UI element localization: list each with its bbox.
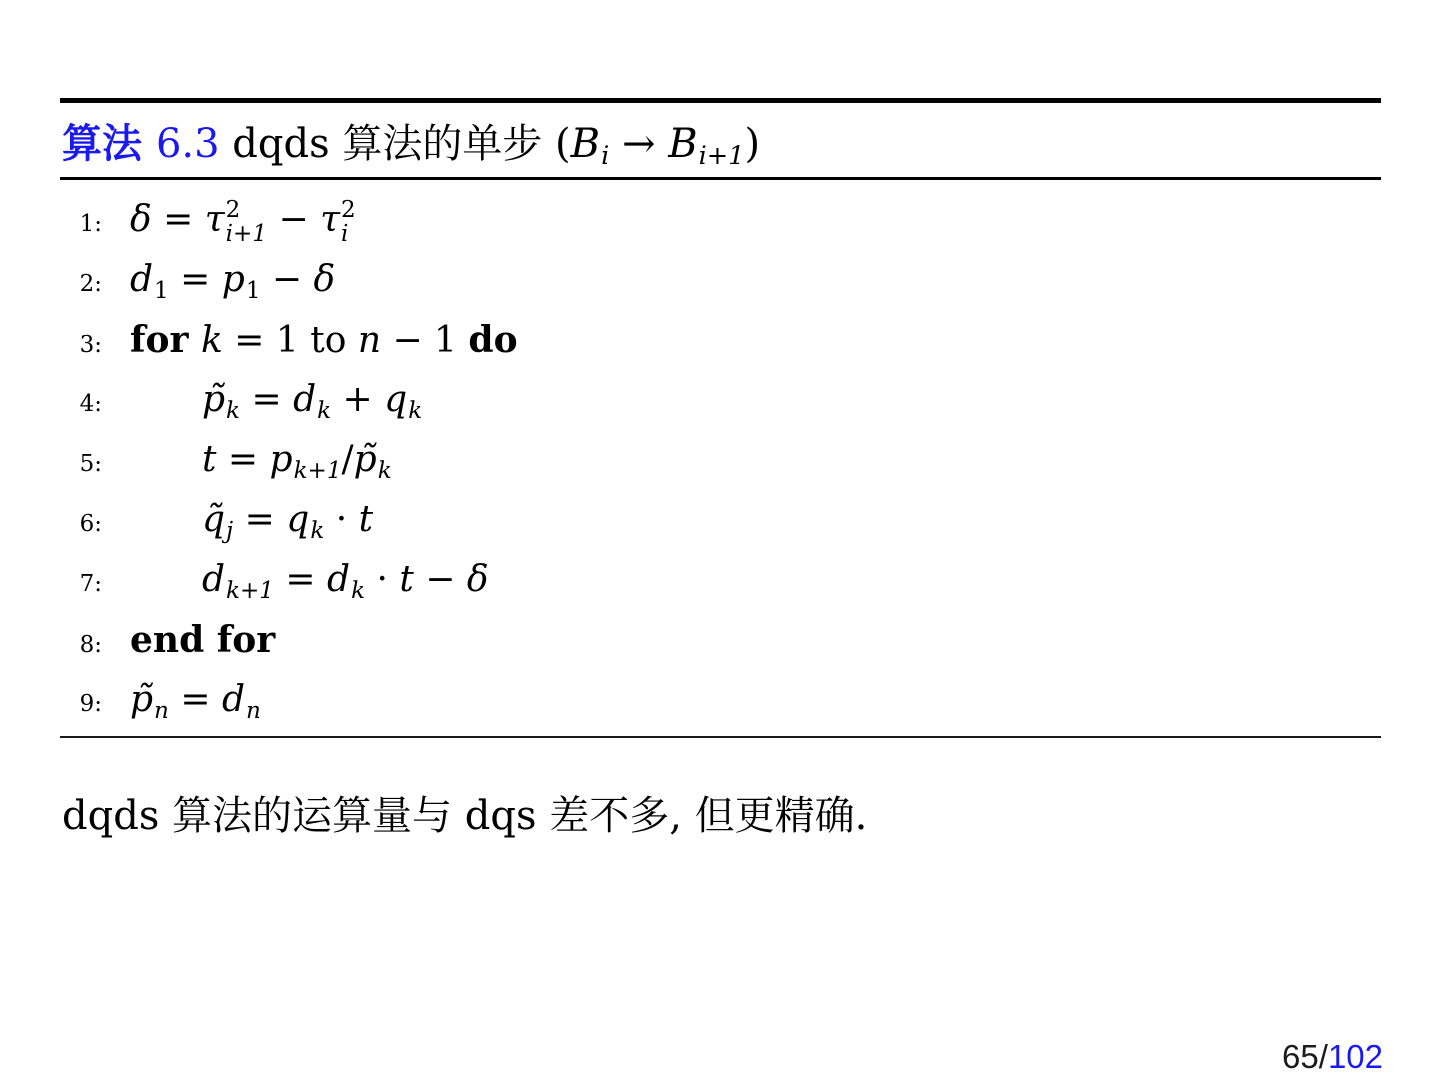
page-number [1282,1040,1383,1073]
line-formula: $t = p_{k+1}/p̃_k$ [202,439,392,484]
line-formula: end for [130,619,276,661]
algorithm-line [60,490,1381,550]
line-number: 8: [79,632,102,658]
algorithm-line [60,550,1381,610]
note-text: dqds 算法的运算量与 dqs 差不多, 但更精确. [62,793,868,839]
line-number: 3: [79,332,102,358]
algorithm-line [60,670,1381,730]
algorithm-block [60,98,1381,738]
algorithm-title-text: 算法 6.3 dqds 算法的单步 $(B_i \to B_{i+1})$ [62,120,761,172]
algorithm-line [60,310,1381,370]
line-formula: for k = 1 to n − 1 do [130,319,518,361]
line-number: 7: [79,571,102,597]
algorithm-line [60,610,1381,670]
line-formula: $d_1 = p_1 - \delta$ [130,259,336,304]
line-number: 1: [79,211,102,237]
line-formula: δ = τ 2 i+1 − τ 2 i [130,197,356,248]
line-formula: $q̃_j = q_k \cdot t$ [202,499,374,544]
algorithm-line [60,430,1381,490]
line-formula: $p̃_n = d_n$ [130,679,261,724]
algorithm-title [60,103,1381,177]
algorithm-line [60,250,1381,310]
line-number: 6: [79,511,102,537]
line-number: 4: [79,391,102,417]
line-number: 5: [79,451,102,477]
algorithm-line [60,370,1381,430]
page-total: 102 [1327,1038,1383,1075]
line-number: 2: [79,271,102,297]
algorithm-bottom-rule [60,736,1381,738]
algorithm-line [60,190,1381,250]
page-current: 65 [1282,1038,1319,1075]
page-separator: / [1318,1038,1328,1075]
line-formula: $d_{k+1} = d_k \cdot t - \delta$ [202,559,489,604]
algorithm-lines [60,180,1381,736]
line-formula: $p̃_k = d_k + q_k$ [202,379,423,424]
line-number: 9: [79,691,102,717]
